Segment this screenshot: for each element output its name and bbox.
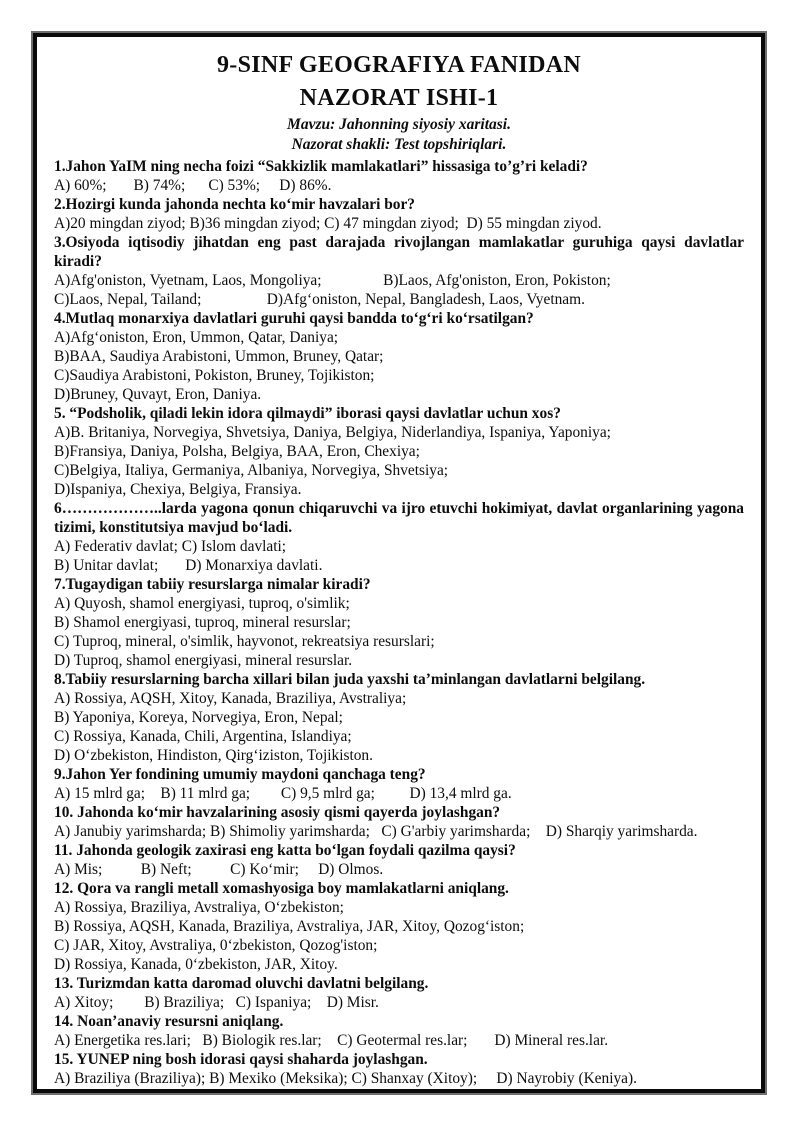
question-text: 14. Noan’anaviy resursni aniqlang. xyxy=(54,1013,284,1030)
question-text: 3.Osiyoda iqtisodiy jihatdan eng past darajada rivojlangan mamlakatlar guruhiga qaysi davlatlar kiradi? xyxy=(54,234,744,270)
option-line: B) Rossiya, AQSH, Kanada, Braziliya, Avstraliya, JAR, Xitoy, Qozog‘iston; xyxy=(54,918,525,935)
option-line: C)Saudiya Arabistoni, Pokiston, Bruney, Tojikiston; xyxy=(54,367,375,384)
subtitle-topic: Mavzu: Jahonning siyosiy xaritasi. xyxy=(287,116,511,133)
option-line: A)Afg‘oniston, Eron, Ummon, Qatar, Daniya; xyxy=(54,329,339,346)
question-text: 10. Jahonda ko‘mir havzalarining asosiy qismi qayerda joylashgan? xyxy=(54,804,501,821)
option-line: A) Xitoy; B) Braziliya; C) Ispaniya; D) Misr. xyxy=(54,994,379,1011)
question-block xyxy=(54,1050,744,1088)
option-line: A) 15 mlrd ga; B) 11 mlrd ga; C) 9,5 mlrd ga; D) 13,4 mlrd ga. xyxy=(54,785,512,802)
question-block xyxy=(54,404,744,499)
document-title-line2: NAZORAT ISHI-1 xyxy=(299,85,499,111)
question-block xyxy=(54,1012,744,1050)
option-line: D)Ispaniya, Chexiya, Belgiya, Fransiya. xyxy=(54,481,302,498)
option-line: C) Rossiya, Kanada, Chili, Argentina, Islandiya; xyxy=(54,728,352,745)
option-line: A)Afg'oniston, Vyetnam, Laos, Mongoliya; B)Laos, Afg'oniston, Eron, Pokiston; xyxy=(54,272,611,289)
option-line: A) Rossiya, AQSH, Xitoy, Kanada, Braziliya, Avstraliya; xyxy=(54,690,407,707)
option-line: B) Yaponiya, Koreya, Norvegiya, Eron, Nepal; xyxy=(54,709,343,726)
option-line: B) Unitar davlat; D) Monarxiya davlati. xyxy=(54,557,323,574)
questions-list xyxy=(54,157,744,1088)
option-line: C)Belgiya, Italiya, Germaniya, Albaniya, Norvegiya, Shvetsiya; xyxy=(54,462,449,479)
question-block xyxy=(54,879,744,974)
option-line: A) Rossiya, Braziliya, Avstraliya, O‘zbekiston; xyxy=(54,899,344,916)
option-line: C)Laos, Nepal, Tailand; D)Afg‘oniston, Nepal, Bangladesh, Laos, Vyetnam. xyxy=(54,291,585,308)
option-line: B) Shamol energiyasi, tuproq, mineral resurslar; xyxy=(54,614,351,631)
option-line: A)20 mingdan ziyod; B)36 mingdan ziyod; C) 47 mingdan ziyod; D) 55 mingdan ziyod. xyxy=(54,215,602,232)
question-block xyxy=(54,157,744,195)
question-block xyxy=(54,195,744,233)
page-border-inner xyxy=(33,33,765,1093)
question-text: 6………………..larda yagona qonun chiqaruvchi va ijro etuvchi hokimiyat, davlat organlarining yagona tizimi, konstitutsiya mavjud bo‘ladi. xyxy=(54,500,744,536)
question-block xyxy=(54,233,744,309)
question-text: 15. YUNEP ning bosh idorasi qaysi shaharda joylashgan. xyxy=(54,1051,428,1068)
question-block xyxy=(54,974,744,1012)
question-text: 5. “Podsholik, qiladi lekin idora qilmaydi” iborasi qaysi davlatlar uchun xos? xyxy=(54,405,561,422)
question-text: 12. Qora va rangli metall xomashyosiga boy mamlakatlarni aniqlang. xyxy=(54,880,509,897)
page-border-outer xyxy=(31,31,767,1095)
question-block xyxy=(54,575,744,670)
question-text: 4.Mutlaq monarxiya davlatlari guruhi qaysi bandda to‘g‘ri ko‘rsatilgan? xyxy=(54,310,534,327)
question-block xyxy=(54,309,744,404)
option-line: A) Energetika res.lari; B) Biologik res.lar; C) Geotermal res.lar; D) Mineral res.lar. xyxy=(54,1032,609,1049)
option-line: A) Mis; B) Neft; C) Ko‘mir; D) Olmos. xyxy=(54,861,384,878)
option-line: B)Fransiya, Daniya, Polsha, Belgiya, BAA, Eron, Chexiya; xyxy=(54,443,420,460)
option-line: D)Bruney, Quvayt, Eron, Daniya. xyxy=(54,386,262,403)
option-line: A)B. Britaniya, Norvegiya, Shvetsiya, Daniya, Belgiya, Niderlandiya, Ispaniya, Yaponiya; xyxy=(54,424,611,441)
option-line: A) 60%; B) 74%; C) 53%; D) 86%. xyxy=(54,177,332,194)
option-line: B)BAA, Saudiya Arabistoni, Ummon, Bruney, Qatar; xyxy=(54,348,384,365)
question-text: 11. Jahonda geologik zaxirasi eng katta bo‘lgan foydali qazilma qaysi? xyxy=(54,842,516,859)
question-text: 2.Hozirgi kunda jahonda nechta ko‘mir havzalari bor? xyxy=(54,196,415,213)
option-line: A) Federativ davlat; C) Islom davlati; xyxy=(54,538,287,555)
question-text: 13. Turizmdan katta daromad oluvchi davlatni belgilang. xyxy=(54,975,429,992)
question-block xyxy=(54,765,744,803)
question-text: 1.Jahon YaIM ning necha foizi “Sakkizlik mamlakatlari” hissasiga to’g’ri keladi? xyxy=(54,158,588,175)
option-line: A) Braziliya (Braziliya); B) Mexiko (Meksika); C) Shanxay (Xitoy); D) Nayrobiy (Keniya). xyxy=(54,1070,637,1087)
option-line: D) Tuproq, shamol energiyasi, mineral resurslar. xyxy=(54,652,353,669)
question-block xyxy=(54,670,744,765)
option-line: A) Quyosh, shamol energiyasi, tuproq, o'simlik; xyxy=(54,595,350,612)
subtitle-format: Nazorat shakli: Test topshiriqlari. xyxy=(291,136,507,153)
question-block xyxy=(54,803,744,841)
question-block xyxy=(54,499,744,575)
option-line: C) Tuproq, mineral, o'simlik, hayvonot, rekreatsiya resurslari; xyxy=(54,633,435,650)
question-text: 9.Jahon Yer fondining umumiy maydoni qanchaga teng? xyxy=(54,766,426,783)
option-line: C) JAR, Xitoy, Avstraliya, 0‘zbekiston, Qozog'iston; xyxy=(54,937,378,954)
document-title-line1: 9-SINF GEOGRAFIYA FANIDAN xyxy=(217,52,581,78)
option-line: D) Rossiya, Kanada, 0‘zbekiston, JAR, Xitoy. xyxy=(54,956,338,973)
option-line: D) O‘zbekiston, Hindiston, Qirg‘iziston, Tojikiston. xyxy=(54,747,373,764)
question-text: 7.Tugaydigan tabiiy resurslarga nimalar kiradi? xyxy=(54,576,371,593)
option-line: A) Janubiy yarimsharda; B) Shimoliy yarimsharda; C) G'arbiy yarimsharda; D) Sharqiy yarimsharda. xyxy=(54,823,698,840)
question-block xyxy=(54,841,744,879)
question-text: 8.Tabiiy resurslarning barcha xillari bilan juda yaxshi ta’minlangan davlatlarni belgilang. xyxy=(54,671,646,688)
